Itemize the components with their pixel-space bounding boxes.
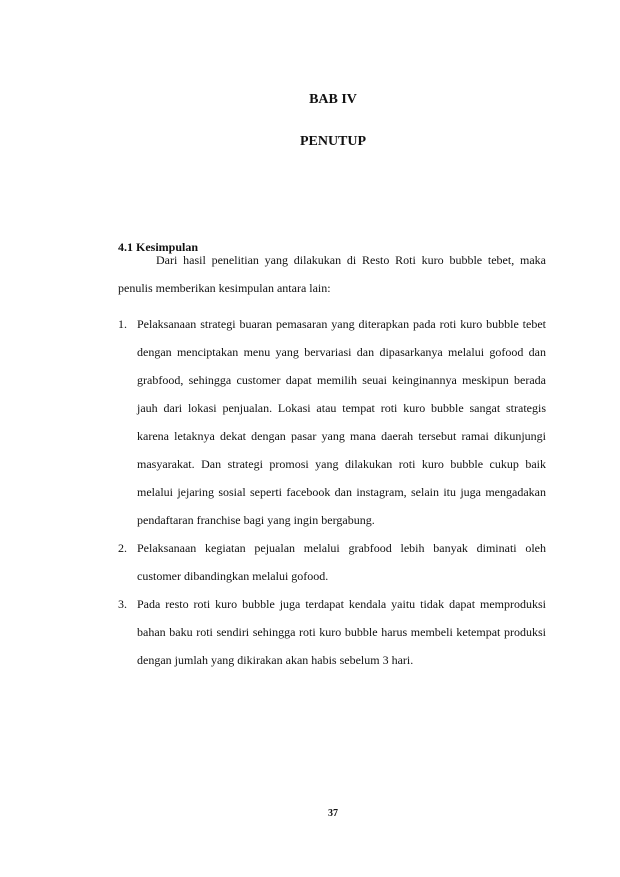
- section-heading: 4.1 Kesimpulan: [118, 240, 199, 254]
- page-number: 37: [328, 808, 338, 819]
- list-item-number: 1.: [118, 317, 127, 331]
- list-item-number: 2.: [118, 541, 127, 555]
- list-item: [118, 534, 546, 590]
- list-item-number: 3.: [118, 597, 127, 611]
- chapter-title: PENUTUP: [299, 134, 367, 149]
- conclusion-list: [118, 310, 546, 674]
- intro-paragraph: Dari hasil penelitian yang dilakukan di Resto Roti kuro bubble tebet, maka penulis memberikan kesimpulan antara lain:: [118, 253, 546, 295]
- list-item: [118, 590, 546, 674]
- list-item-text: Pelaksanaan strategi buaran pemasaran yang diterapkan pada roti kuro bubble tebet dengan menciptakan menu yang bervariasi dan dipasarkanya melalui gofood dan grabfood, sehingga customer dapat memilih seuai keinginannya meskipun berada jauh dari lokasi penjualan. Lokasi atau tempat roti kuro bubble sangat strategis karena letaknya dekat dengan pasar yang mana daerah tersebut ramai dikunjungi masyarakat. Dan strategi promosi yang dilakukan roti kuro bubble cukup baik melalui jejaring sosial seperti facebook dan instagram, selain itu juga mengadakan pendaftaran franchise bagi yang ingin bergabung.: [137, 317, 546, 527]
- list-item-text: Pada resto roti kuro bubble juga terdapat kendala yaitu tidak dapat memproduksi bahan baku roti sendiri sehingga roti kuro bubble harus membeli ketempat produksi dengan jumlah yang dikirakan akan habis sebelum 3 hari.: [137, 597, 546, 667]
- list-item: [118, 310, 546, 534]
- chapter-heading: BAB IV: [309, 92, 357, 107]
- list-item-text: Pelaksanaan kegiatan pejualan melalui grabfood lebih banyak diminati oleh customer dibandingkan melalui gofood.: [137, 541, 546, 583]
